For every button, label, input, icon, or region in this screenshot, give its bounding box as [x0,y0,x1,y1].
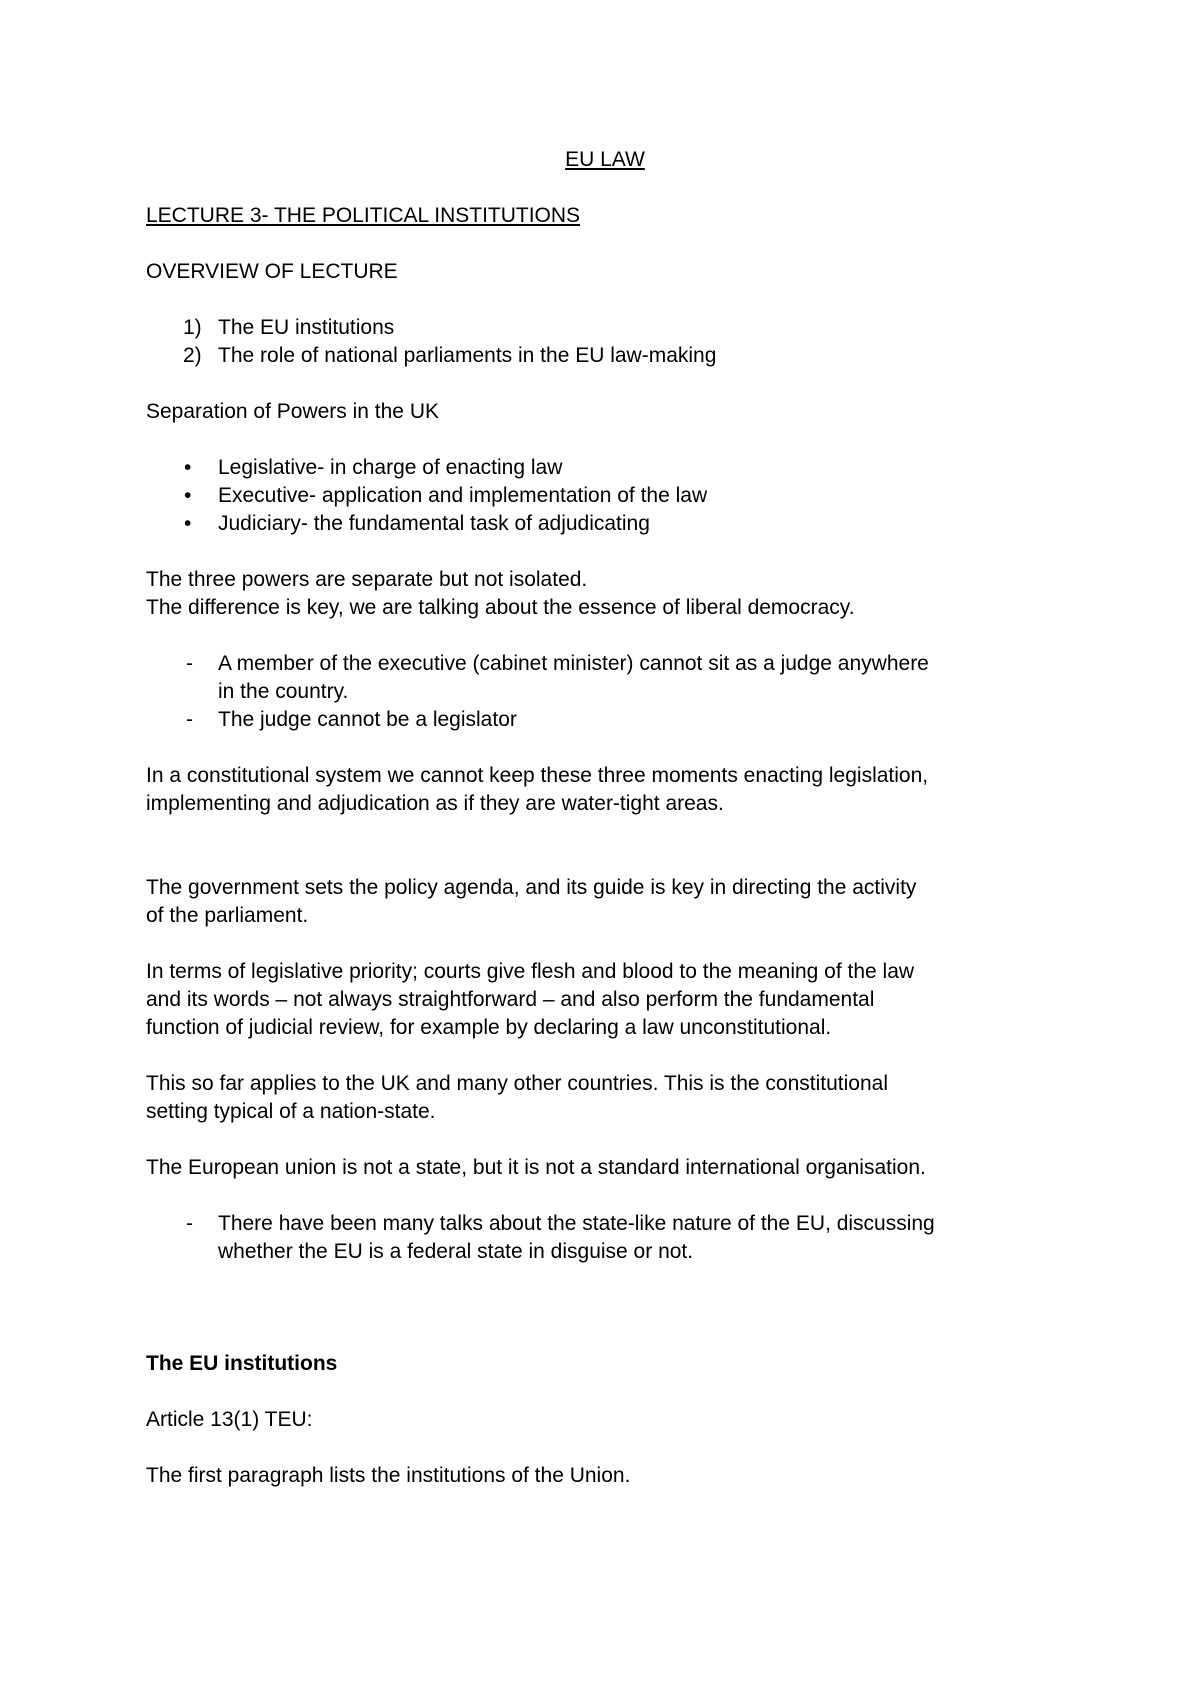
list-item: The role of national parliaments in the EU law-making [218,344,717,367]
list-marker: 2) [183,344,202,367]
bullet-marker: • [184,484,192,507]
paragraph-line: The difference is key, we are talking about the essence of liberal democracy. [146,596,855,619]
dash-item-line: There have been many talks about the state-like nature of the EU, discussing [218,1212,935,1235]
paragraph-line: implementing and adjudication as if they are water-tight areas. [146,792,724,815]
paragraph-line: The three powers are separate but not isolated. [146,568,588,591]
dash-marker: - [186,708,193,731]
dash-item-line: A member of the executive (cabinet minister) cannot sit as a judge anywhere [218,652,929,675]
paragraph-line: and its words – not always straightforward – and also perform the fundamental [146,988,875,1011]
list-marker: 1) [183,316,202,339]
paragraph-line: In a constitutional system we cannot keep these three moments enacting legislation, [146,764,929,787]
bullet-marker: • [184,512,192,535]
paragraph-line: The government sets the policy agenda, and its guide is key in directing the activity [146,876,917,899]
dash-marker: - [186,652,193,675]
section-heading: The EU institutions [146,1352,338,1375]
overview-label: OVERVIEW OF LECTURE [146,260,398,283]
bullet-item: Executive- application and implementation of the law [218,484,708,507]
article-reference: Article 13(1) TEU: [146,1408,313,1431]
bullet-marker: • [184,456,192,479]
lecture-heading: LECTURE 3- THE POLITICAL INSTITUTIONS [146,204,581,227]
dash-item-line: whether the EU is a federal state in disguise or not. [218,1240,694,1263]
paragraph-line: This so far applies to the UK and many other countries. This is the constitutional [146,1072,888,1095]
paragraph-line: The first paragraph lists the institutions of the Union. [146,1464,631,1487]
dash-item-line: The judge cannot be a legislator [218,708,517,731]
dash-marker: - [186,1212,193,1235]
bullet-item: Legislative- in charge of enacting law [218,456,563,479]
bullet-item: Judiciary- the fundamental task of adjudicating [218,512,650,535]
paragraph-line: of the parliament. [146,904,309,927]
paragraph-line: The European union is not a state, but it is not a standard international organisation. [146,1156,926,1179]
paragraph-line: function of judicial review, for example by declaring a law unconstitutional. [146,1016,832,1039]
paragraph-line: setting typical of a nation-state. [146,1100,436,1123]
paragraph-line: In terms of legislative priority; courts give flesh and blood to the meaning of the law [146,960,915,983]
dash-item-line: in the country. [218,680,349,703]
document-title: EU LAW [565,148,645,171]
list-item: The EU institutions [218,316,395,339]
separation-label: Separation of Powers in the UK [146,400,439,423]
